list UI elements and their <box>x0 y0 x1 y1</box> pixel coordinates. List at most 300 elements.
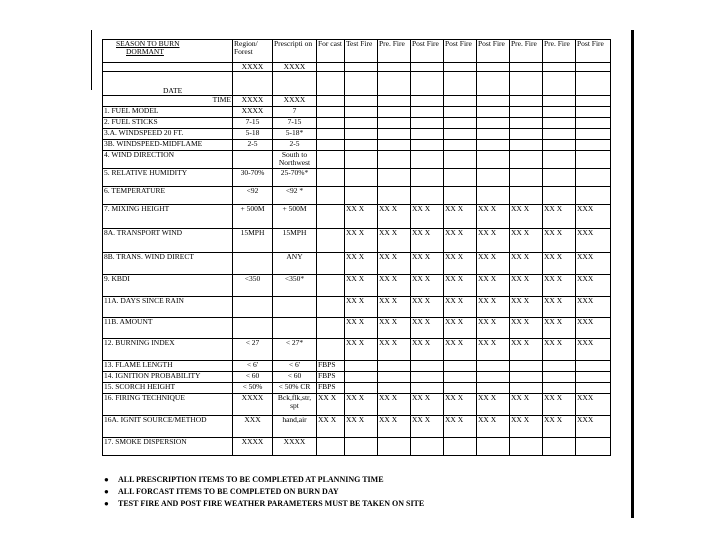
table-cell <box>317 339 345 361</box>
table-cell <box>345 151 378 169</box>
header-row <box>103 40 611 63</box>
table-row <box>103 169 611 187</box>
table-row <box>103 253 611 275</box>
table-cell <box>411 151 444 169</box>
row-label: 16A. IGNIT SOURCE/METHOD <box>103 416 233 438</box>
table-row <box>103 118 611 129</box>
table-row <box>103 72 611 96</box>
table-cell <box>411 169 444 187</box>
table-cell: + 500M <box>233 205 273 229</box>
bullet-icon: ● <box>104 499 109 508</box>
table-cell <box>477 187 510 205</box>
table-cell: XX X <box>317 416 345 438</box>
table-cell: XX X <box>510 205 543 229</box>
col-header: Post Fire <box>444 40 477 63</box>
table-cell <box>576 372 611 383</box>
table-cell <box>510 438 543 456</box>
table-cell <box>510 372 543 383</box>
table-cell <box>543 118 576 129</box>
table-cell: XXX <box>576 394 611 416</box>
table-cell <box>378 383 411 394</box>
table-cell: XXX <box>576 205 611 229</box>
table-cell <box>317 140 345 151</box>
table-cell <box>378 107 411 118</box>
table-cell: XXX <box>233 416 273 438</box>
table-cell <box>576 118 611 129</box>
table-cell: XX X <box>411 318 444 339</box>
table-cell <box>273 297 317 318</box>
table-cell <box>543 140 576 151</box>
table-cell <box>273 318 317 339</box>
season-title: SEASON TO BURN <box>116 39 180 48</box>
table-cell: XX X <box>411 297 444 318</box>
col-header: Post Fire <box>477 40 510 63</box>
table-cell <box>378 151 411 169</box>
table-cell <box>510 72 543 96</box>
table-cell <box>411 72 444 96</box>
table-cell: XX X <box>477 205 510 229</box>
table-cell <box>477 63 510 72</box>
row-label: 7. MIXING HEIGHT <box>103 205 233 229</box>
table-cell: < 6' <box>273 361 317 372</box>
table-cell <box>576 107 611 118</box>
table-cell <box>477 96 510 107</box>
table-cell: XXXX <box>273 438 317 456</box>
table-cell <box>317 318 345 339</box>
table-cell <box>444 383 477 394</box>
table-cell <box>345 96 378 107</box>
table-cell: XX X <box>345 229 378 253</box>
table-cell <box>378 361 411 372</box>
table-cell <box>411 96 444 107</box>
col-header: Pre. Fire <box>378 40 411 63</box>
table-cell: XX X <box>510 253 543 275</box>
table-cell: XX X <box>378 253 411 275</box>
table-cell <box>411 361 444 372</box>
table-cell <box>273 72 317 96</box>
table-row <box>103 361 611 372</box>
table-cell: XX X <box>510 339 543 361</box>
table-cell <box>576 361 611 372</box>
table-cell: XXX <box>576 253 611 275</box>
table-cell <box>477 372 510 383</box>
table-cell: XX X <box>378 416 411 438</box>
table-cell <box>510 169 543 187</box>
table-cell: XX X <box>444 275 477 297</box>
table-cell <box>345 118 378 129</box>
table-cell: ANY <box>273 253 317 275</box>
table-cell <box>444 107 477 118</box>
table-row <box>103 129 611 140</box>
table-cell: XX X <box>444 318 477 339</box>
table-cell: XX X <box>477 394 510 416</box>
table-cell <box>411 63 444 72</box>
table-cell: XX X <box>345 275 378 297</box>
row-label: 11B. AMOUNT <box>103 318 233 339</box>
season-value: XXXX <box>273 63 317 72</box>
table-cell: XX X <box>543 318 576 339</box>
table-cell: XX X <box>477 229 510 253</box>
table-row <box>103 339 611 361</box>
table-cell <box>543 72 576 96</box>
row-label: 9. KBDI <box>103 275 233 297</box>
note-item <box>104 474 524 486</box>
col-header: Test Fire <box>345 40 378 63</box>
table-cell: 7-15 <box>233 118 273 129</box>
table-cell: XXX <box>576 297 611 318</box>
table-cell <box>543 372 576 383</box>
table-cell <box>317 253 345 275</box>
table-cell: XX X <box>477 339 510 361</box>
note-text: TEST FIRE AND POST FIRE WEATHER PARAMETERS MUST BE TAKEN ON SITE <box>118 499 425 508</box>
prescription-table <box>102 39 611 456</box>
page-left-rule <box>91 30 92 90</box>
table-cell <box>477 118 510 129</box>
table-cell <box>317 151 345 169</box>
table-cell: <92 <box>233 187 273 205</box>
season-value: XXXX <box>233 63 273 72</box>
table-cell: 30-70% <box>233 169 273 187</box>
table-cell: XXX <box>576 229 611 253</box>
table-cell <box>444 187 477 205</box>
table-cell <box>444 63 477 72</box>
row-label: 13. FLAME LENGTH <box>103 361 233 372</box>
row-label: 1. FUEL MODEL <box>103 107 233 118</box>
table-cell <box>543 169 576 187</box>
table-cell: Bck,flk,str, spt <box>273 394 317 416</box>
table-cell <box>543 151 576 169</box>
table-cell: 7-15 <box>273 118 317 129</box>
table-cell <box>510 118 543 129</box>
dormant-label: DORMANT <box>126 47 164 56</box>
table-cell <box>510 140 543 151</box>
table-cell: FBPS <box>317 383 345 394</box>
table-cell <box>543 187 576 205</box>
table-cell <box>510 383 543 394</box>
table-cell <box>543 107 576 118</box>
table-cell: XX X <box>411 253 444 275</box>
table-cell <box>233 151 273 169</box>
table-cell: XX X <box>411 275 444 297</box>
col-header: Pre. Fire <box>543 40 576 63</box>
table-cell: FBPS <box>317 361 345 372</box>
table-cell <box>543 361 576 372</box>
table-cell: 7 <box>273 107 317 118</box>
table-cell: XX X <box>477 297 510 318</box>
table-cell <box>576 63 611 72</box>
table-cell <box>378 438 411 456</box>
table-cell <box>233 297 273 318</box>
table-cell: <350 <box>233 275 273 297</box>
table-cell: XX X <box>510 394 543 416</box>
table-cell <box>444 372 477 383</box>
table-cell: 15MPH <box>273 229 317 253</box>
table-cell <box>345 63 378 72</box>
table-cell <box>317 229 345 253</box>
table-cell: XX X <box>543 416 576 438</box>
table-cell: XXXX <box>233 107 273 118</box>
table-cell <box>378 96 411 107</box>
table-cell <box>510 129 543 140</box>
table-cell: XX X <box>411 394 444 416</box>
table-cell <box>543 129 576 140</box>
table-cell: XX X <box>543 394 576 416</box>
table-cell: XX X <box>411 339 444 361</box>
table-cell <box>345 107 378 118</box>
table-cell <box>345 129 378 140</box>
table-cell <box>345 169 378 187</box>
table-row <box>103 372 611 383</box>
table-cell: XX X <box>444 253 477 275</box>
table-cell: XX X <box>345 297 378 318</box>
table-cell: XX X <box>378 318 411 339</box>
table-cell <box>576 383 611 394</box>
table-cell: XX X <box>543 297 576 318</box>
row-label: 17. SMOKE DISPERSION <box>103 438 233 456</box>
table-cell: + 500M <box>273 205 317 229</box>
table-cell: XXXX <box>233 394 273 416</box>
table-cell: XX X <box>378 394 411 416</box>
table-cell: XXX <box>576 275 611 297</box>
table-cell <box>411 140 444 151</box>
row-label: 16. FIRING TECHNIQUE <box>103 394 233 416</box>
table-cell <box>444 361 477 372</box>
table-cell <box>317 107 345 118</box>
table-cell <box>345 361 378 372</box>
table-row <box>103 275 611 297</box>
table-cell <box>477 361 510 372</box>
table-cell <box>233 253 273 275</box>
table-cell: XX X <box>444 339 477 361</box>
table-cell <box>510 96 543 107</box>
table-cell <box>576 72 611 96</box>
table-cell <box>378 140 411 151</box>
table-cell: XX X <box>510 297 543 318</box>
col-header: Region/ Forest <box>233 40 273 63</box>
table-cell <box>233 318 273 339</box>
table-cell <box>411 118 444 129</box>
table-cell: XX X <box>378 297 411 318</box>
table-row <box>103 140 611 151</box>
table-cell <box>510 187 543 205</box>
row-label: 5. RELATIVE HUMIDITY <box>103 169 233 187</box>
col-header: For cast <box>317 40 345 63</box>
table-cell <box>510 361 543 372</box>
table-cell: < 60 <box>273 372 317 383</box>
table-cell <box>444 169 477 187</box>
table-cell <box>510 107 543 118</box>
table-cell <box>345 438 378 456</box>
table-cell: XX X <box>411 416 444 438</box>
table-cell: XX X <box>411 205 444 229</box>
bullet-icon: ● <box>104 475 109 484</box>
table-cell: < 6' <box>233 361 273 372</box>
row-label: 3.A. WINDSPEED 20 FT. <box>103 129 233 140</box>
note-text: ALL PRESCRIPTION ITEMS TO BE COMPLETED AT PLANNING TIME <box>118 475 384 484</box>
table-cell: XXXX <box>233 96 273 107</box>
table-cell: XX X <box>378 229 411 253</box>
table-cell: XXX <box>576 416 611 438</box>
table-cell: XXX <box>576 318 611 339</box>
table-cell: XX X <box>345 205 378 229</box>
table-cell: < 27 <box>233 339 273 361</box>
table-cell <box>477 107 510 118</box>
table-cell: XX X <box>444 416 477 438</box>
table-cell: 15MPH <box>233 229 273 253</box>
col-header: Post Fire <box>411 40 444 63</box>
table-cell: XX X <box>378 205 411 229</box>
table-row <box>103 383 611 394</box>
table-cell <box>576 151 611 169</box>
table-cell <box>411 383 444 394</box>
table-cell <box>317 63 345 72</box>
row-label: 4. WIND DIRECTION <box>103 151 233 169</box>
table-cell <box>345 72 378 96</box>
table-cell: 25-70%* <box>273 169 317 187</box>
table-cell: XX X <box>345 318 378 339</box>
table-cell <box>411 438 444 456</box>
table-cell <box>576 438 611 456</box>
table-cell <box>378 169 411 187</box>
table-cell <box>576 169 611 187</box>
table-row <box>103 151 611 169</box>
table-row <box>103 394 611 416</box>
table-cell <box>477 140 510 151</box>
table-cell <box>411 129 444 140</box>
table-cell: XX X <box>444 297 477 318</box>
table-cell <box>510 151 543 169</box>
table-cell: XX X <box>543 229 576 253</box>
table-cell: XX X <box>345 416 378 438</box>
table-cell: XX X <box>345 253 378 275</box>
table-cell: XX X <box>477 318 510 339</box>
note-item <box>104 486 524 498</box>
table-cell: XX X <box>378 339 411 361</box>
table-cell <box>411 372 444 383</box>
table-cell: XX X <box>510 416 543 438</box>
table-cell: < 60 <box>233 372 273 383</box>
table-cell <box>345 140 378 151</box>
table-row <box>103 96 611 107</box>
table-cell: < 50% <box>233 383 273 394</box>
table-cell <box>477 151 510 169</box>
row-label: 2. FUEL STICKS <box>103 118 233 129</box>
table-cell: XX X <box>543 339 576 361</box>
table-cell: XXXX <box>273 96 317 107</box>
table-cell: XX X <box>543 205 576 229</box>
table-cell <box>233 72 273 96</box>
table-cell <box>444 72 477 96</box>
table-cell <box>317 297 345 318</box>
row-label: DATE <box>103 72 233 96</box>
table-cell: South to Northwest <box>273 151 317 169</box>
table-cell: 5-18* <box>273 129 317 140</box>
table-cell: XX X <box>345 394 378 416</box>
table-row <box>103 297 611 318</box>
table-cell: <350* <box>273 275 317 297</box>
table-cell <box>477 129 510 140</box>
prescription-rows <box>103 72 611 456</box>
table-cell <box>444 438 477 456</box>
row-label: 14. IGNITION PROBABILITY <box>103 372 233 383</box>
table-cell <box>378 72 411 96</box>
table-cell: XX X <box>411 229 444 253</box>
table-cell <box>477 169 510 187</box>
row-label: 3B. WINDSPEED-MIDFLAME <box>103 140 233 151</box>
table-cell <box>444 129 477 140</box>
table-cell <box>378 118 411 129</box>
table-cell <box>543 96 576 107</box>
table-row <box>103 318 611 339</box>
table-cell <box>317 169 345 187</box>
season-values-spacer <box>103 63 233 72</box>
table-cell: hand,air <box>273 416 317 438</box>
table-cell: 2-5 <box>233 140 273 151</box>
table-cell: XX X <box>543 275 576 297</box>
table-cell: XXXX <box>233 438 273 456</box>
table-cell <box>317 129 345 140</box>
table-cell <box>444 140 477 151</box>
table-cell <box>576 187 611 205</box>
table-cell <box>317 72 345 96</box>
table-cell <box>317 438 345 456</box>
season-header <box>103 40 233 63</box>
table-cell: < 27* <box>273 339 317 361</box>
table-cell: XX X <box>477 275 510 297</box>
table-cell <box>317 118 345 129</box>
table-cell <box>576 140 611 151</box>
table-cell <box>543 383 576 394</box>
table-cell <box>317 205 345 229</box>
table-row <box>103 416 611 438</box>
table-cell: XX X <box>317 394 345 416</box>
bullet-icon: ● <box>104 487 109 496</box>
table-cell <box>444 151 477 169</box>
table-cell <box>317 96 345 107</box>
table-cell: XX X <box>378 275 411 297</box>
table-cell: XX X <box>510 229 543 253</box>
row-label: TIME <box>103 96 233 107</box>
table-cell: <92 * <box>273 187 317 205</box>
table-cell <box>477 72 510 96</box>
table-cell <box>411 107 444 118</box>
col-header: Pre. Fire <box>510 40 543 63</box>
table-row <box>103 187 611 205</box>
table-cell: XX X <box>477 253 510 275</box>
table-cell <box>317 187 345 205</box>
page-right-rule <box>631 30 634 518</box>
table-cell <box>378 372 411 383</box>
table-cell <box>543 438 576 456</box>
col-header: Post Fire <box>576 40 611 63</box>
table-cell: 5-18 <box>233 129 273 140</box>
row-label: 11A. DAYS SINCE RAIN <box>103 297 233 318</box>
table-cell: XXX <box>576 339 611 361</box>
table-cell <box>378 63 411 72</box>
table-cell: XX X <box>477 416 510 438</box>
table-cell <box>510 63 543 72</box>
table-cell <box>345 372 378 383</box>
row-label: 8B. TRANS. WIND DIRECT <box>103 253 233 275</box>
table-cell: < 50% CR <box>273 383 317 394</box>
table-cell: XX X <box>345 339 378 361</box>
table-cell <box>378 129 411 140</box>
row-label: 12. BURNING INDEX <box>103 339 233 361</box>
table-cell: XX X <box>444 205 477 229</box>
table-cell: XX X <box>510 275 543 297</box>
table-cell: XX X <box>510 318 543 339</box>
table-row <box>103 205 611 229</box>
